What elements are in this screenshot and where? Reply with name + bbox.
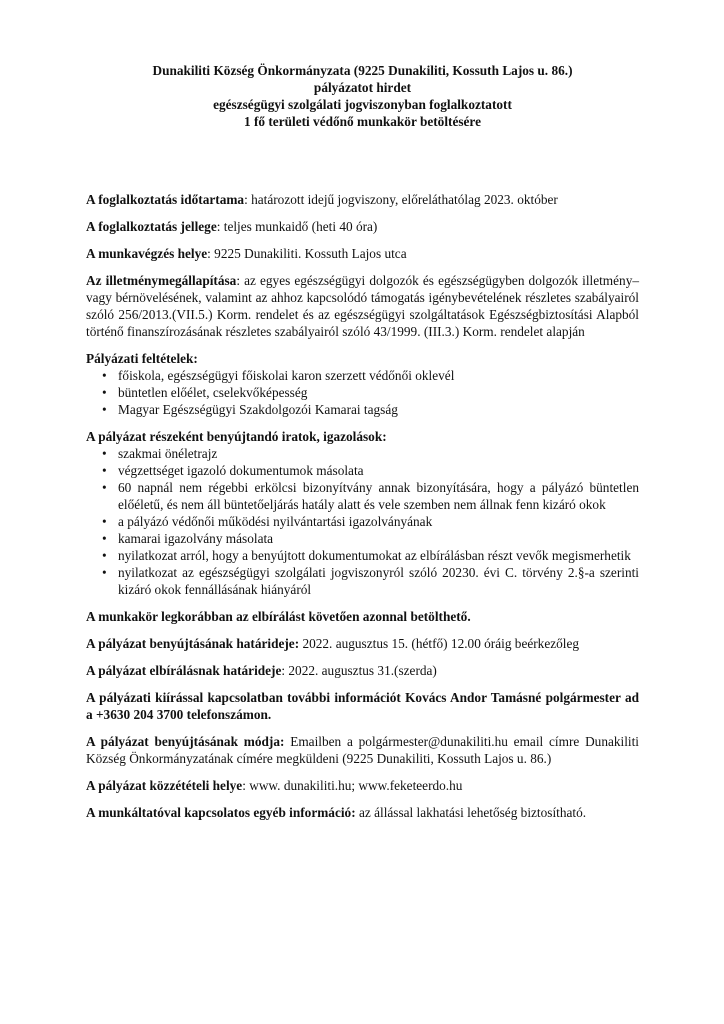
submission-label: A pályázat benyújtásának módja:	[86, 734, 285, 749]
documents-title: A pályázat részeként benyújtandó iratok, igazolások:	[86, 429, 387, 444]
submission-paragraph	[86, 733, 639, 767]
document-header	[86, 62, 639, 130]
place-label: A munkavégzés helye	[86, 246, 208, 261]
list-item: • nyilatkozat az egészségügyi szolgálati jogviszonyról szóló 20230. évi C. törvény 2.§-a szerinti kizáró okok fennállásának hiányáról	[86, 564, 639, 598]
list-item: • büntetlen előélet, cselekvőképesség	[86, 384, 639, 401]
duration-value: : határozott idejű jogviszony, előreláthatólag 2023. október	[244, 192, 558, 207]
publication-value: : www. dunakiliti.hu; www.feketeerdo.hu	[242, 778, 463, 793]
list-item: • végzettséget igazoló dokumentumok másolata	[86, 462, 639, 479]
salary-paragraph	[86, 272, 639, 340]
deadline-label: A pályázat benyújtásának határideje:	[86, 636, 300, 651]
publication-label: A pályázat közzétételi helye	[86, 778, 243, 793]
fill-notice	[86, 608, 639, 625]
list-item: • kamarai igazolvány másolata	[86, 530, 639, 547]
conditions-list	[86, 367, 639, 418]
header-line-4: 1 fő területi védőnő munkakör betöltésére	[244, 114, 481, 129]
place-paragraph	[86, 245, 639, 262]
judging-label: A pályázat elbírálásnak határideje	[86, 663, 282, 678]
list-item: • Magyar Egészségügyi Szakdolgozói Kamarai tagság	[86, 401, 639, 418]
place-value: : 9225 Dunakiliti. Kossuth Lajos utca	[207, 246, 407, 261]
header-line-1: Dunakiliti Község Önkormányzata (9225 Dunakiliti, Kossuth Lajos u. 86.)	[152, 63, 573, 78]
header-line-2: pályázatot hirdet	[313, 80, 412, 95]
type-label: A foglalkoztatás jellege	[86, 219, 217, 234]
employer-info-value: az állással lakhatási lehetőség biztosítható.	[355, 805, 587, 820]
list-item: • nyilatkozat arról, hogy a benyújtott dokumentumokat az elbírálásban részt vevők megismerhetik	[86, 547, 639, 564]
documents-list	[86, 445, 639, 598]
list-item: • 60 napnál nem régebbi erkölcsi bizonyítvány annak bizonyítására, hogy a pályázó büntetlen előéletű, és nem áll büntetőeljárás hatály alatt és vele szemben nem állnak fenn kizáró okok	[86, 479, 639, 513]
judging-value: : 2022. augusztus 31.(szerda)	[281, 663, 437, 678]
fill-notice-text: A munkakör legkorábban az elbírálást követően azonnal betölthető.	[86, 609, 471, 624]
deadline-value: 2022. augusztus 15. (hétfő) 12.00 óráig beérkezőleg	[299, 636, 580, 651]
info-contact-paragraph	[86, 689, 639, 723]
duration-label: A foglalkoztatás időtartama	[86, 192, 245, 207]
type-value: : teljes munkaidő (heti 40 óra)	[216, 219, 378, 234]
publication-paragraph	[86, 777, 639, 794]
salary-label: Az illetménymegállapítása	[86, 273, 237, 288]
deadline-paragraph	[86, 635, 639, 652]
list-item: • főiskola, egészségügyi főiskolai karon szerzett védőnői oklevél	[86, 367, 639, 384]
header-line-3: egészségügyi szolgálati jogviszonyban foglalkoztatott	[213, 97, 512, 112]
employer-info-label: A munkáltatóval kapcsolatos egyéb információ:	[86, 805, 356, 820]
salary-value: : az egyes egészségügyi dolgozók és egészségügyben dolgozók illetmény– vagy bérnövelésének, valamint az ahhoz kapcsolódó támogatás igénybevételének részletes szabályairól szóló 256/2013.(VII.5.) Korm. rendelet és az egészségügyi szolgáltatások Egészségbiztosítási Alapból történő finanszírozásának részletes szabályairól szóló 43/1999. (III.3.) Korm. rendelet alapján	[86, 273, 639, 339]
employer-info-paragraph	[86, 804, 639, 821]
list-item: • a pályázó védőnői működési nyilvántartási igazolványának	[86, 513, 639, 530]
document-page	[86, 50, 639, 831]
duration-paragraph	[86, 191, 639, 208]
info-contact-text: A pályázati kiírással kapcsolatban további információt Kovács Andor Tamásné polgármester ad a +3630 204 3700 telefonszámon.	[86, 690, 639, 722]
list-item: • szakmai önéletrajz	[86, 445, 639, 462]
conditions-title: Pályázati feltételek:	[86, 351, 198, 366]
submission-value: Emailben a polgármester@dunakiliti.hu email címre Dunakiliti Község Önkormányzatának címére megküldeni (9225 Dunakiliti, Kossuth Lajos u. 86.)	[86, 734, 640, 766]
type-paragraph	[86, 218, 639, 235]
judging-paragraph	[86, 662, 639, 679]
